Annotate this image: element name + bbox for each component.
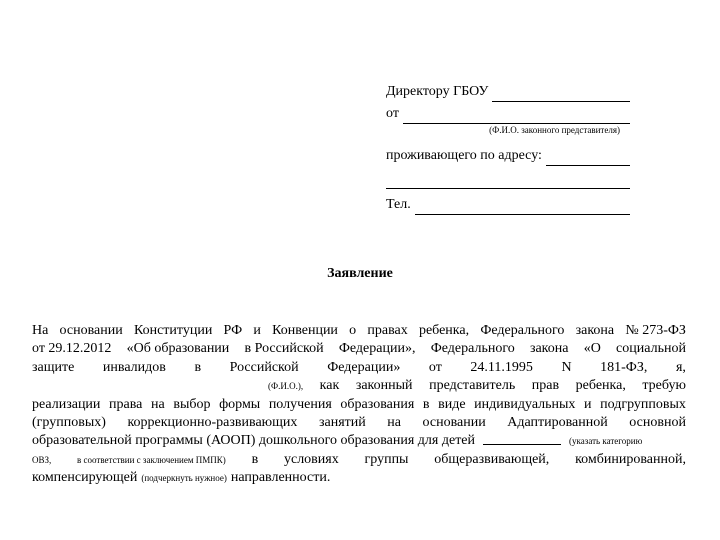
body-line <box>32 469 686 487</box>
body-line <box>32 414 686 432</box>
word: правах <box>367 323 408 338</box>
phone-label: Тел. <box>386 197 411 212</box>
address-blank-2 <box>386 166 630 189</box>
address-line <box>386 144 630 166</box>
word: образования <box>340 396 415 412</box>
word: Конвенции <box>272 323 338 338</box>
word: занятий <box>318 414 366 430</box>
word: в <box>422 396 430 412</box>
word: права <box>109 396 143 412</box>
ovz-note: ОВЗ, <box>32 454 52 465</box>
word: получения <box>268 396 332 412</box>
word: от <box>428 359 442 375</box>
word: группы <box>364 451 409 467</box>
word: и <box>253 323 261 338</box>
word: реализации <box>32 396 101 412</box>
word: и <box>584 396 592 412</box>
word: 24.11.1995 <box>470 359 533 375</box>
word: ребенка, <box>418 323 470 338</box>
word: ребенка, <box>575 378 626 394</box>
underline-note: (подчеркнуть нужное) <box>141 473 227 484</box>
text-segment: образовательной программы (АООП) дошкольного образования для детей <box>32 433 476 449</box>
word: Российской <box>229 359 299 375</box>
word: Федерального <box>480 323 565 338</box>
word: я, <box>675 359 686 375</box>
word: представитель <box>429 378 516 394</box>
category-note: (указать категорию <box>569 436 643 447</box>
text-segment: компенсирующей <box>32 470 138 486</box>
word: прав <box>531 378 560 394</box>
word: основной <box>629 414 686 430</box>
phone-blank <box>415 200 630 215</box>
word: в <box>194 359 202 375</box>
word: на <box>387 414 401 430</box>
word: 181-ФЗ, <box>600 359 648 375</box>
word: «О <box>583 341 601 357</box>
word: защите <box>32 359 75 375</box>
body-line <box>32 451 686 469</box>
word: закона <box>529 341 569 357</box>
word: На <box>32 323 49 338</box>
word: в <box>251 451 259 467</box>
body-line <box>32 340 686 358</box>
fio-caption: (Ф.И.О. законного представителя) <box>489 125 620 135</box>
word: на <box>151 396 165 412</box>
body-line <box>32 377 686 395</box>
body-line <box>32 359 686 377</box>
word: от 29.12.2012 <box>32 341 112 357</box>
word: условиях <box>283 451 339 467</box>
word: общеразвивающей, <box>434 451 550 467</box>
word: как <box>319 378 340 394</box>
fio-note: (Ф.И.О.), <box>268 381 304 392</box>
word: «Об образовании <box>126 341 230 357</box>
word: индивидуальных <box>474 396 576 412</box>
word: основании <box>59 323 123 338</box>
word: выбор <box>173 396 211 412</box>
from-blank <box>403 109 630 124</box>
category-blank <box>483 432 561 445</box>
address-label: проживающего по адресу: <box>386 148 542 163</box>
word: N <box>561 359 572 375</box>
word: Адаптированной <box>507 414 608 430</box>
phone-line <box>386 193 630 215</box>
word: виде <box>438 396 466 412</box>
word: подгрупповых <box>600 396 686 412</box>
director-blank <box>492 87 630 102</box>
word: комбинированной, <box>575 451 686 467</box>
word: Конституции <box>133 323 213 338</box>
word: № 273-ФЗ <box>625 323 686 338</box>
from-line <box>386 102 630 124</box>
document-title: Заявление <box>327 266 393 281</box>
word: о <box>349 323 357 338</box>
director-label: Директору ГБОУ <box>386 84 489 99</box>
text-segment: направленности. <box>230 470 331 486</box>
word: социальной <box>616 341 686 357</box>
word: инвалидов <box>102 359 166 375</box>
word: коррекционно-развивающих <box>127 414 298 430</box>
statement-body <box>32 322 686 488</box>
word: Федерального <box>430 341 515 357</box>
addressee-block <box>386 80 630 215</box>
word: формы <box>219 396 261 412</box>
word: законный <box>355 378 413 394</box>
word: Федерации» <box>327 359 401 375</box>
address-blank <box>546 151 630 166</box>
word: закона <box>575 323 615 338</box>
word: (групповых) <box>32 414 106 430</box>
body-line <box>32 396 686 414</box>
body-line <box>32 432 686 450</box>
word: РФ <box>223 323 243 338</box>
from-label: от <box>386 106 399 121</box>
word: в Российской <box>244 341 324 357</box>
word: основании <box>422 414 486 430</box>
director-line <box>386 80 630 102</box>
word: Федерации», <box>338 341 416 357</box>
word: требую <box>642 378 686 394</box>
body-line <box>32 322 686 340</box>
pmpk-note: в соответствии с заключением ПМПК) <box>77 454 226 465</box>
